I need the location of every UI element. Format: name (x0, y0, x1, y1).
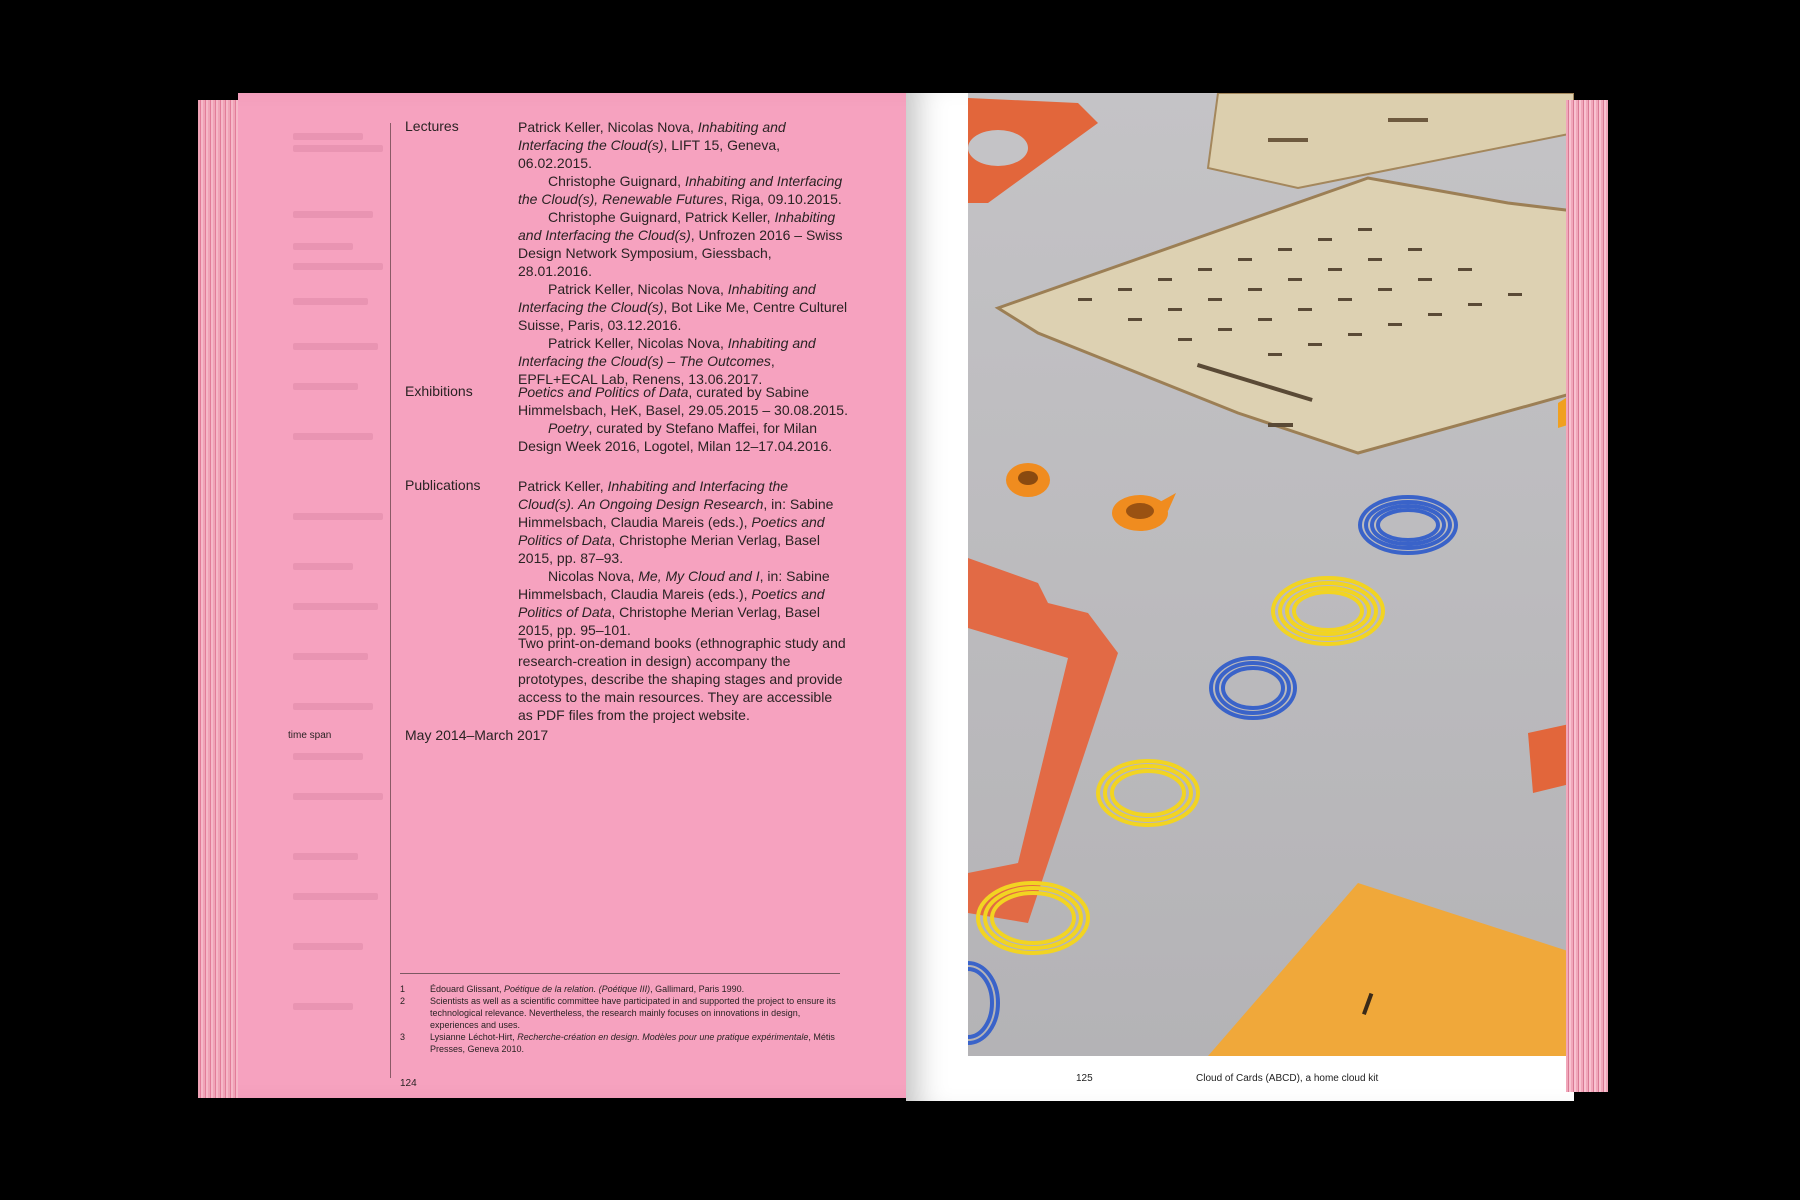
publications-label: Publications (405, 477, 481, 493)
entry-authors: Christophe Guignard, Patrick Keller, (548, 209, 775, 225)
footnote-text (430, 995, 840, 1031)
entry-details: , in: Sabine Himmelsbach, Claudia Mareis (eds.), (518, 496, 834, 530)
right-page (906, 93, 1574, 1101)
entry-details-2: , Christophe Merian Verlag, Basel 2015, pp. 95–101. (518, 604, 820, 638)
photo-caption: Cloud of Cards (ABCD), a home cloud kit (1196, 1073, 1379, 1084)
entry-title: Inhabiting and Interfacing the Cloud(s) (518, 119, 786, 153)
footnote-number: 3 (400, 1032, 406, 1042)
entry-authors: Patrick Keller, Nicolas Nova, (548, 281, 728, 297)
page-number-left: 124 (400, 1078, 417, 1089)
exhibitions-label: Exhibitions (405, 383, 473, 399)
entry-details: , curated by Sabine Himmelsbach, HeK, Basel, 29.05.2015 – 30.08.2015. (518, 384, 848, 418)
entry (518, 208, 848, 280)
page-number-right: 125 (1076, 1073, 1093, 1084)
entry-title-2: Poetics and Politics of Data (518, 586, 825, 620)
time-span-value: May 2014–March 2017 (405, 727, 549, 743)
entry (518, 477, 848, 567)
footnote (400, 995, 840, 1031)
footnote-title: Recherche-création en design. Modèles pour une pratique expérimentale (517, 1032, 809, 1042)
entry-title-2: Poetics and Politics of Data (518, 514, 825, 548)
entry-authors: Patrick Keller, Nicolas Nova, (548, 335, 728, 351)
entry-title: Inhabiting and Interfacing the Cloud(s) – The Outcomes (518, 335, 816, 369)
entry-authors: Nicolas Nova, (548, 568, 639, 584)
footnote (400, 1031, 840, 1055)
entry-title: Me, My Cloud and I (638, 568, 760, 584)
entry (518, 383, 848, 419)
product-photo (968, 93, 1574, 1056)
entry-details: , Riga, 09.10.2015. (723, 191, 842, 207)
footnote-post: , Métis Presses, Geneva 2010. (430, 1032, 835, 1054)
footnote-number: 1 (400, 984, 406, 994)
footnotes (400, 983, 840, 1055)
entry-authors: Christophe Guignard, (548, 173, 685, 189)
entry-title: Inhabiting and Interfacing the Cloud(s), Renewable Futures (518, 173, 843, 207)
footnote-title: Poétique de la relation. (Poétique III) (504, 984, 651, 994)
entry-details-2: , Christophe Merian Verlag, Basel 2015, pp. 87–93. (518, 532, 820, 566)
footnote-pre: Édouard Glissant, (430, 984, 505, 994)
book-spread (198, 88, 1610, 1103)
entry-details: , in: Sabine Himmelsbach, Claudia Mareis (eds.), (518, 568, 830, 602)
footnote-post: , Gallimard, Paris 1990. (650, 984, 745, 994)
entry-title: Poetics and Politics of Data (518, 384, 689, 400)
column-rule (390, 123, 391, 1078)
entry-details: , Bot Like Me, Centre Culturel Suisse, Paris, 03.12.2016. (518, 299, 848, 333)
entry-authors: Patrick Keller, (518, 478, 608, 494)
publications-list (518, 477, 848, 639)
entry (518, 334, 848, 388)
entry (518, 172, 848, 208)
footnote-text (430, 983, 840, 995)
entry-details: , EPFL+ECAL Lab, Renens, 13.06.2017. (518, 353, 775, 387)
entry-title: Inhabiting and Interfacing the Cloud(s) (518, 209, 836, 243)
exhibitions-list (518, 383, 848, 455)
photo-illustration (968, 93, 1574, 1056)
footnote-number: 2 (400, 996, 406, 1006)
lectures-label: Lectures (405, 118, 459, 134)
footnote-rule (400, 973, 840, 974)
entry (518, 280, 848, 334)
entry-authors: Patrick Keller, Nicolas Nova, (518, 119, 698, 135)
entry-title: Inhabiting and Interfacing the Cloud(s). An Ongoing Design Research (518, 478, 789, 512)
publications-note: Two print-on-demand books (ethnographic study and research-creation in design) accompany the prototypes, describe the shaping stages and provide access to the main resources. They are accessible as PDF files from the project website. (518, 635, 846, 723)
lectures-list (518, 118, 848, 388)
entry-details: , Unfrozen 2016 – Swiss Design Network Symposium, Giessbach, 28.01.2016. (518, 227, 843, 279)
footnote-pre: Scientists as well as a scientific committee have participated in and supported the project to ensure its technological relevance. Nevertheless, the research mainly focuses on innovations in design, experiences and uses. (430, 996, 836, 1030)
footnote (400, 983, 840, 995)
right-page-edges (1566, 100, 1608, 1092)
entry-title: Poetry (548, 420, 589, 436)
left-page-edges (198, 100, 238, 1098)
entry (518, 118, 848, 172)
footnote-pre: Lysianne Léchot-Hirt, (430, 1032, 518, 1042)
entry (518, 419, 848, 455)
entry-details: , LIFT 15, Geneva, 06.02.2015. (518, 137, 781, 171)
time-span-label: time span (288, 730, 332, 741)
entry-details: , curated by Stefano Maffei, for Milan Design Week 2016, Logotel, Milan 12–17.04.2016. (518, 420, 833, 454)
footnote-text (430, 1031, 840, 1055)
entry (518, 567, 848, 639)
entry-title: Inhabiting and Interfacing the Cloud(s) (518, 281, 816, 315)
